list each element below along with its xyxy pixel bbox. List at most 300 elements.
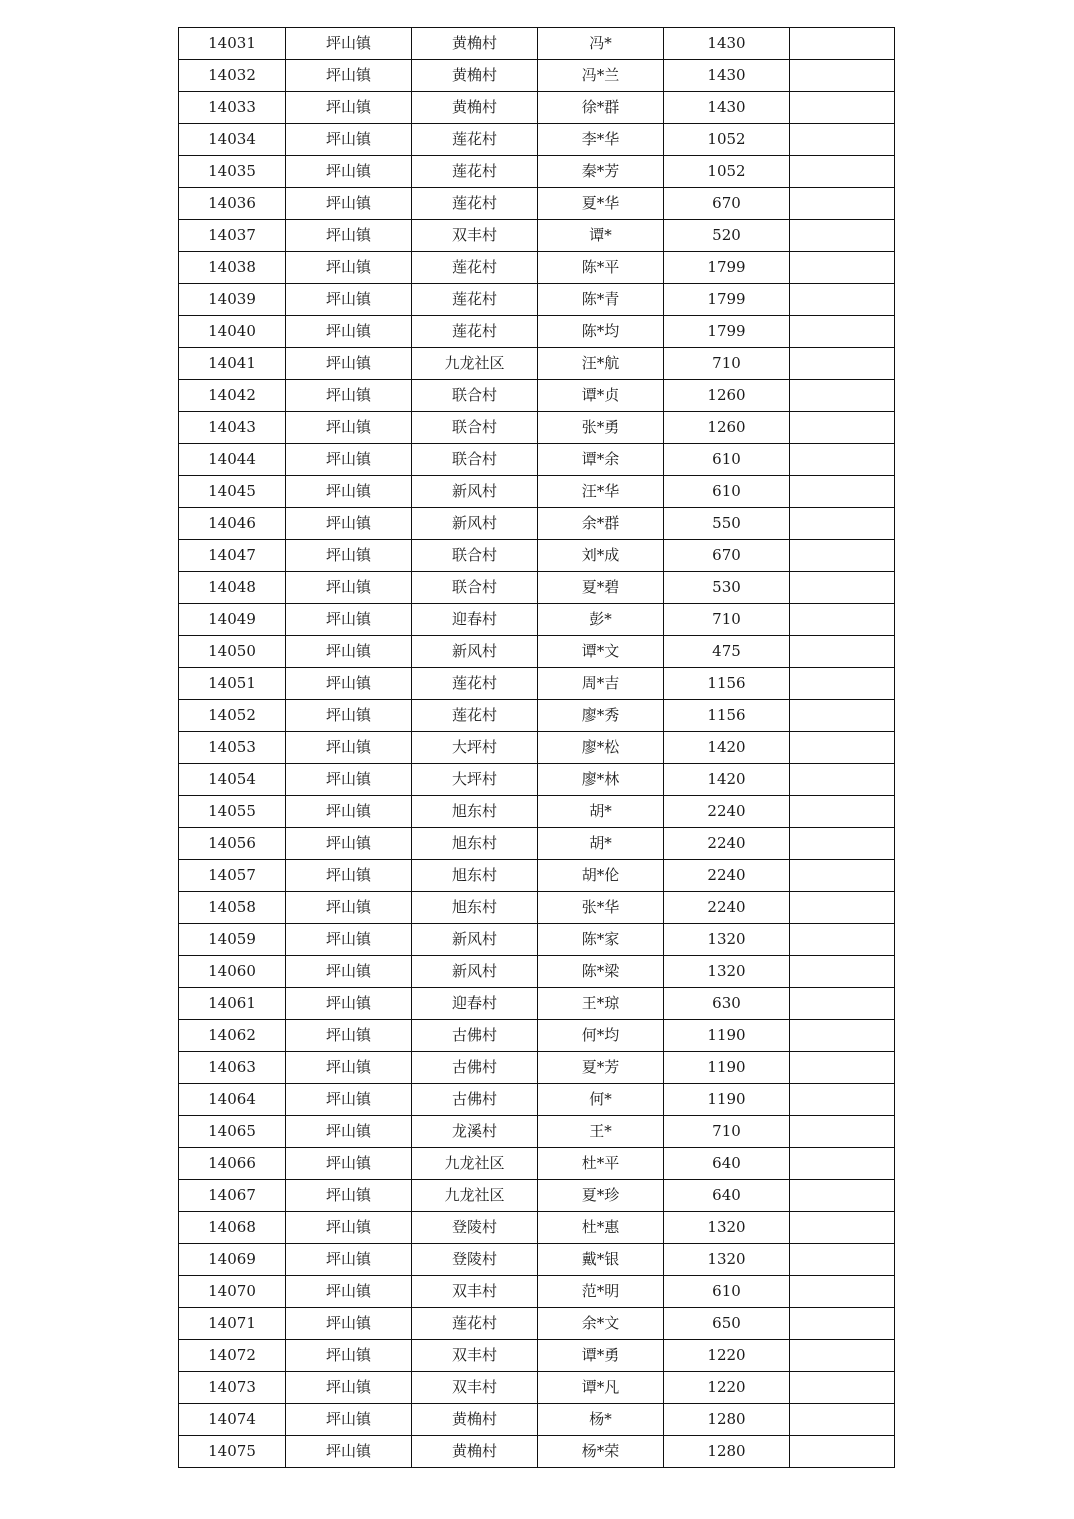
table-row [179,60,895,92]
cell-id: 14060 [179,956,286,988]
cell-name: 范*明 [538,1276,664,1308]
cell-note [790,1244,895,1276]
table-row [179,892,895,924]
cell-town: 坪山镇 [286,124,412,156]
cell-town: 坪山镇 [286,540,412,572]
cell-id: 14067 [179,1180,286,1212]
cell-name: 冯*兰 [538,60,664,92]
cell-amount: 1430 [664,60,790,92]
cell-amount: 650 [664,1308,790,1340]
cell-amount: 1260 [664,380,790,412]
table-row [179,1180,895,1212]
cell-note [790,60,895,92]
cell-id: 14056 [179,828,286,860]
cell-note [790,1116,895,1148]
cell-name: 陈*均 [538,316,664,348]
cell-amount: 1320 [664,924,790,956]
cell-amount: 520 [664,220,790,252]
cell-name: 杨*荣 [538,1436,664,1468]
cell-amount: 610 [664,476,790,508]
cell-town: 坪山镇 [286,92,412,124]
cell-note [790,476,895,508]
cell-note [790,860,895,892]
table-row [179,1084,895,1116]
cell-id: 14059 [179,924,286,956]
cell-id: 14040 [179,316,286,348]
cell-village: 九龙社区 [412,1148,538,1180]
cell-town: 坪山镇 [286,1020,412,1052]
cell-town: 坪山镇 [286,604,412,636]
cell-note [790,188,895,220]
table-row [179,668,895,700]
cell-village: 联合村 [412,380,538,412]
cell-id: 14054 [179,764,286,796]
cell-id: 14050 [179,636,286,668]
cell-town: 坪山镇 [286,1084,412,1116]
table-row [179,924,895,956]
cell-note [790,988,895,1020]
cell-village: 九龙社区 [412,1180,538,1212]
cell-town: 坪山镇 [286,1180,412,1212]
cell-village: 双丰村 [412,1276,538,1308]
table-row [179,1308,895,1340]
cell-name: 谭*勇 [538,1340,664,1372]
cell-note [790,1052,895,1084]
cell-id: 14044 [179,444,286,476]
cell-id: 14032 [179,60,286,92]
cell-town: 坪山镇 [286,252,412,284]
cell-name: 汪*航 [538,348,664,380]
cell-id: 14031 [179,28,286,60]
cell-amount: 1190 [664,1020,790,1052]
table-row [179,156,895,188]
cell-village: 黄桷村 [412,92,538,124]
cell-note [790,668,895,700]
cell-name: 夏*珍 [538,1180,664,1212]
cell-village: 古佛村 [412,1084,538,1116]
cell-village: 新风村 [412,476,538,508]
cell-village: 联合村 [412,412,538,444]
cell-village: 双丰村 [412,220,538,252]
table-body [179,28,895,1468]
cell-town: 坪山镇 [286,572,412,604]
table-row [179,1212,895,1244]
cell-amount: 550 [664,508,790,540]
cell-note [790,1340,895,1372]
cell-amount: 710 [664,604,790,636]
cell-village: 古佛村 [412,1020,538,1052]
cell-amount: 610 [664,444,790,476]
cell-amount: 1420 [664,732,790,764]
cell-id: 14049 [179,604,286,636]
cell-village: 联合村 [412,540,538,572]
cell-village: 登陵村 [412,1212,538,1244]
cell-village: 黄桷村 [412,1436,538,1468]
table-row [179,316,895,348]
cell-note [790,700,895,732]
cell-amount: 1320 [664,956,790,988]
table-row [179,572,895,604]
cell-village: 新风村 [412,508,538,540]
table-row [179,1340,895,1372]
cell-note [790,572,895,604]
cell-note [790,924,895,956]
cell-id: 14074 [179,1404,286,1436]
cell-town: 坪山镇 [286,1116,412,1148]
cell-id: 14069 [179,1244,286,1276]
table-row [179,1244,895,1276]
cell-village: 旭东村 [412,860,538,892]
cell-amount: 1430 [664,92,790,124]
cell-note [790,1020,895,1052]
cell-note [790,252,895,284]
cell-town: 坪山镇 [286,1372,412,1404]
table-row [179,1052,895,1084]
cell-note [790,92,895,124]
cell-amount: 1280 [664,1436,790,1468]
table-row [179,28,895,60]
table-row [179,764,895,796]
cell-town: 坪山镇 [286,60,412,92]
cell-id: 14064 [179,1084,286,1116]
cell-note [790,124,895,156]
cell-town: 坪山镇 [286,636,412,668]
cell-id: 14061 [179,988,286,1020]
table-row [179,508,895,540]
cell-id: 14062 [179,1020,286,1052]
cell-note [790,636,895,668]
cell-amount: 2240 [664,828,790,860]
table-row [179,476,895,508]
cell-town: 坪山镇 [286,988,412,1020]
table-row [179,1372,895,1404]
table-row [179,1276,895,1308]
cell-town: 坪山镇 [286,1340,412,1372]
cell-note [790,764,895,796]
table-row [179,444,895,476]
cell-amount: 1799 [664,316,790,348]
cell-town: 坪山镇 [286,1244,412,1276]
cell-village: 大坪村 [412,764,538,796]
cell-amount: 1052 [664,124,790,156]
cell-name: 廖*秀 [538,700,664,732]
table-row [179,732,895,764]
cell-amount: 710 [664,348,790,380]
cell-village: 莲花村 [412,124,538,156]
cell-name: 冯* [538,28,664,60]
cell-town: 坪山镇 [286,892,412,924]
table-row [179,188,895,220]
cell-village: 龙溪村 [412,1116,538,1148]
cell-note [790,1148,895,1180]
cell-id: 14075 [179,1436,286,1468]
cell-id: 14045 [179,476,286,508]
cell-name: 何*均 [538,1020,664,1052]
cell-id: 14051 [179,668,286,700]
cell-name: 徐*群 [538,92,664,124]
cell-town: 坪山镇 [286,668,412,700]
cell-amount: 1190 [664,1084,790,1116]
cell-note [790,316,895,348]
cell-note [790,1084,895,1116]
cell-village: 旭东村 [412,828,538,860]
cell-village: 新风村 [412,956,538,988]
cell-village: 联合村 [412,444,538,476]
cell-name: 王* [538,1116,664,1148]
cell-name: 谭*余 [538,444,664,476]
cell-note [790,796,895,828]
cell-town: 坪山镇 [286,1212,412,1244]
cell-name: 李*华 [538,124,664,156]
cell-id: 14053 [179,732,286,764]
cell-id: 14041 [179,348,286,380]
cell-id: 14034 [179,124,286,156]
cell-note [790,28,895,60]
cell-amount: 1156 [664,668,790,700]
cell-name: 胡* [538,828,664,860]
cell-village: 莲花村 [412,284,538,316]
table-row [179,700,895,732]
cell-id: 14055 [179,796,286,828]
cell-village: 登陵村 [412,1244,538,1276]
cell-note [790,892,895,924]
table-row [179,380,895,412]
cell-village: 旭东村 [412,796,538,828]
cell-village: 莲花村 [412,316,538,348]
cell-note [790,540,895,572]
cell-name: 汪*华 [538,476,664,508]
cell-note [790,828,895,860]
cell-note [790,284,895,316]
cell-town: 坪山镇 [286,1404,412,1436]
cell-village: 莲花村 [412,188,538,220]
cell-name: 陈*梁 [538,956,664,988]
cell-amount: 1156 [664,700,790,732]
cell-id: 14058 [179,892,286,924]
cell-amount: 610 [664,1276,790,1308]
cell-id: 14039 [179,284,286,316]
cell-amount: 670 [664,188,790,220]
cell-amount: 630 [664,988,790,1020]
cell-village: 黄桷村 [412,28,538,60]
cell-amount: 1430 [664,28,790,60]
cell-name: 胡* [538,796,664,828]
cell-name: 秦*芳 [538,156,664,188]
cell-name: 夏*芳 [538,1052,664,1084]
cell-town: 坪山镇 [286,860,412,892]
cell-town: 坪山镇 [286,444,412,476]
cell-village: 莲花村 [412,668,538,700]
cell-amount: 1320 [664,1244,790,1276]
table-row [179,124,895,156]
cell-note [790,1308,895,1340]
cell-town: 坪山镇 [286,700,412,732]
cell-town: 坪山镇 [286,508,412,540]
cell-village: 黄桷村 [412,1404,538,1436]
cell-amount: 1260 [664,412,790,444]
cell-village: 迎春村 [412,988,538,1020]
cell-town: 坪山镇 [286,156,412,188]
cell-name: 谭*凡 [538,1372,664,1404]
cell-town: 坪山镇 [286,1148,412,1180]
cell-name: 杨* [538,1404,664,1436]
cell-note [790,1372,895,1404]
cell-town: 坪山镇 [286,316,412,348]
cell-town: 坪山镇 [286,1276,412,1308]
cell-name: 杜*平 [538,1148,664,1180]
cell-note [790,412,895,444]
cell-note [790,1212,895,1244]
cell-amount: 2240 [664,796,790,828]
cell-village: 九龙社区 [412,348,538,380]
cell-amount: 1420 [664,764,790,796]
table-row [179,604,895,636]
cell-name: 谭* [538,220,664,252]
cell-name: 彭* [538,604,664,636]
cell-id: 14070 [179,1276,286,1308]
table-row [179,284,895,316]
cell-name: 廖*林 [538,764,664,796]
cell-name: 周*吉 [538,668,664,700]
cell-town: 坪山镇 [286,1436,412,1468]
cell-town: 坪山镇 [286,764,412,796]
cell-village: 莲花村 [412,700,538,732]
cell-village: 莲花村 [412,156,538,188]
cell-town: 坪山镇 [286,828,412,860]
cell-note [790,508,895,540]
cell-amount: 670 [664,540,790,572]
cell-village: 新风村 [412,636,538,668]
table-row [179,956,895,988]
cell-village: 旭东村 [412,892,538,924]
cell-village: 双丰村 [412,1372,538,1404]
table-row [179,540,895,572]
cell-name: 陈*家 [538,924,664,956]
cell-town: 坪山镇 [286,348,412,380]
cell-id: 14038 [179,252,286,284]
cell-name: 王*琼 [538,988,664,1020]
cell-amount: 475 [664,636,790,668]
cell-village: 莲花村 [412,1308,538,1340]
cell-village: 莲花村 [412,252,538,284]
cell-name: 何* [538,1084,664,1116]
cell-name: 刘*成 [538,540,664,572]
cell-name: 陈*平 [538,252,664,284]
cell-amount: 2240 [664,892,790,924]
cell-note [790,348,895,380]
cell-name: 戴*银 [538,1244,664,1276]
table-row [179,252,895,284]
cell-village: 大坪村 [412,732,538,764]
cell-town: 坪山镇 [286,956,412,988]
cell-town: 坪山镇 [286,796,412,828]
cell-id: 14048 [179,572,286,604]
cell-id: 14063 [179,1052,286,1084]
cell-town: 坪山镇 [286,284,412,316]
cell-village: 古佛村 [412,1052,538,1084]
cell-amount: 1320 [664,1212,790,1244]
table-row [179,1436,895,1468]
cell-note [790,1276,895,1308]
cell-name: 余*文 [538,1308,664,1340]
cell-note [790,732,895,764]
cell-id: 14072 [179,1340,286,1372]
cell-village: 黄桷村 [412,60,538,92]
cell-amount: 1799 [664,252,790,284]
table-row [179,1404,895,1436]
cell-name: 廖*松 [538,732,664,764]
cell-note [790,380,895,412]
cell-id: 14035 [179,156,286,188]
table-row [179,1116,895,1148]
cell-town: 坪山镇 [286,924,412,956]
cell-town: 坪山镇 [286,732,412,764]
cell-id: 14071 [179,1308,286,1340]
cell-village: 新风村 [412,924,538,956]
cell-name: 陈*青 [538,284,664,316]
cell-id: 14042 [179,380,286,412]
cell-id: 14033 [179,92,286,124]
cell-town: 坪山镇 [286,220,412,252]
cell-village: 迎春村 [412,604,538,636]
cell-id: 14052 [179,700,286,732]
cell-id: 14037 [179,220,286,252]
cell-note [790,956,895,988]
cell-name: 张*勇 [538,412,664,444]
cell-note [790,1404,895,1436]
cell-amount: 1052 [664,156,790,188]
cell-name: 谭*贞 [538,380,664,412]
cell-amount: 2240 [664,860,790,892]
cell-note [790,156,895,188]
table-row [179,860,895,892]
cell-note [790,1180,895,1212]
cell-town: 坪山镇 [286,1052,412,1084]
cell-id: 14073 [179,1372,286,1404]
table-row [179,412,895,444]
cell-amount: 640 [664,1148,790,1180]
cell-note [790,604,895,636]
cell-village: 联合村 [412,572,538,604]
table-row [179,92,895,124]
cell-town: 坪山镇 [286,476,412,508]
cell-amount: 710 [664,1116,790,1148]
table-row [179,988,895,1020]
table-row [179,828,895,860]
cell-name: 谭*文 [538,636,664,668]
cell-name: 张*华 [538,892,664,924]
cell-amount: 1220 [664,1340,790,1372]
cell-amount: 1190 [664,1052,790,1084]
cell-id: 14065 [179,1116,286,1148]
cell-town: 坪山镇 [286,28,412,60]
cell-amount: 530 [664,572,790,604]
cell-name: 余*群 [538,508,664,540]
table-row [179,1148,895,1180]
table-row [179,1020,895,1052]
cell-id: 14036 [179,188,286,220]
cell-name: 夏*碧 [538,572,664,604]
table-row [179,348,895,380]
table-row [179,796,895,828]
cell-amount: 1799 [664,284,790,316]
table-row [179,636,895,668]
cell-note [790,220,895,252]
cell-town: 坪山镇 [286,1308,412,1340]
cell-note [790,444,895,476]
cell-id: 14047 [179,540,286,572]
table-row [179,220,895,252]
